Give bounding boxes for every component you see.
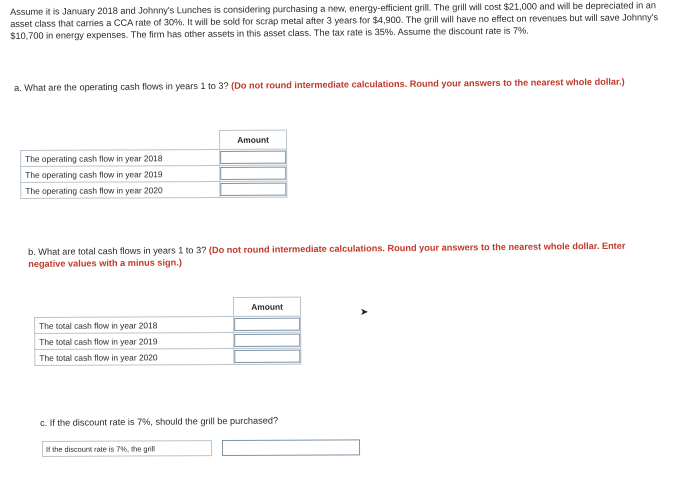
- purchase-decision-select[interactable]: [222, 439, 360, 456]
- question-b: [28, 239, 658, 270]
- amount-input-2020-operating[interactable]: [220, 183, 286, 196]
- table-b: [34, 297, 301, 366]
- answer-c-label: If the discount rate is 7%, the grill: [42, 440, 212, 457]
- amount-input-2018-operating[interactable]: [220, 151, 286, 164]
- question-a-text: a. What are the operating cash flows in years 1 to 3?: [14, 80, 229, 93]
- row-label: The total cash flow in year 2020: [35, 348, 234, 365]
- row-label: The total cash flow in year 2018: [35, 316, 234, 333]
- row-label: The operating cash flow in year 2019: [21, 165, 220, 182]
- amount-header: Amount: [233, 297, 300, 316]
- mouse-pointer-icon: ➤: [360, 307, 369, 318]
- row-label: The operating cash flow in year 2020: [21, 181, 220, 198]
- amount-input-2019-total[interactable]: [234, 334, 300, 347]
- row-label: The operating cash flow in year 2018: [21, 149, 220, 166]
- table-row: [21, 149, 287, 166]
- question-a: [14, 75, 654, 94]
- row-label: The total cash flow in year 2019: [35, 332, 234, 349]
- table-row: [35, 332, 301, 349]
- table-row: [35, 316, 301, 333]
- table-row: [21, 165, 287, 182]
- table-row: [21, 181, 287, 198]
- question-b-instruction: (Do not round intermediate calculations. Round your answers to the nearest whole dollar. Enter negative values with a minus sign.): [28, 240, 626, 269]
- table-row: [35, 348, 301, 365]
- question-a-instruction: (Do not round intermediate calculations. Round your answers to the nearest whole dollar.): [231, 76, 625, 91]
- amount-input-2020-total[interactable]: [234, 350, 300, 363]
- table-a: [20, 130, 287, 199]
- amount-header: Amount: [219, 130, 286, 149]
- question-c: c. If the discount rate is 7%, should the grill be purchased?: [40, 415, 279, 428]
- amount-input-2018-total[interactable]: [234, 318, 300, 331]
- question-b-text: b. What are total cash flows in years 1 to 3?: [28, 245, 207, 257]
- problem-statement: Assume it is January 2018 and Johnny's Lunches is considering purchasing a new, energy-efficient grill. The grill will cost $21,000 and will be depreciated in an asset class that carries a CCA rate of 30%. It will be sold for scrap metal after 3 years for $4,900. The grill will have no effect on revenues but will save Johnny's $10,700 in energy expenses. The firm has other assets in this asset class. The tax rate is 35%. Assume the discount rate is 7%.: [10, 0, 659, 41]
- amount-input-2019-operating[interactable]: [220, 167, 286, 180]
- answer-c-row: [42, 439, 360, 457]
